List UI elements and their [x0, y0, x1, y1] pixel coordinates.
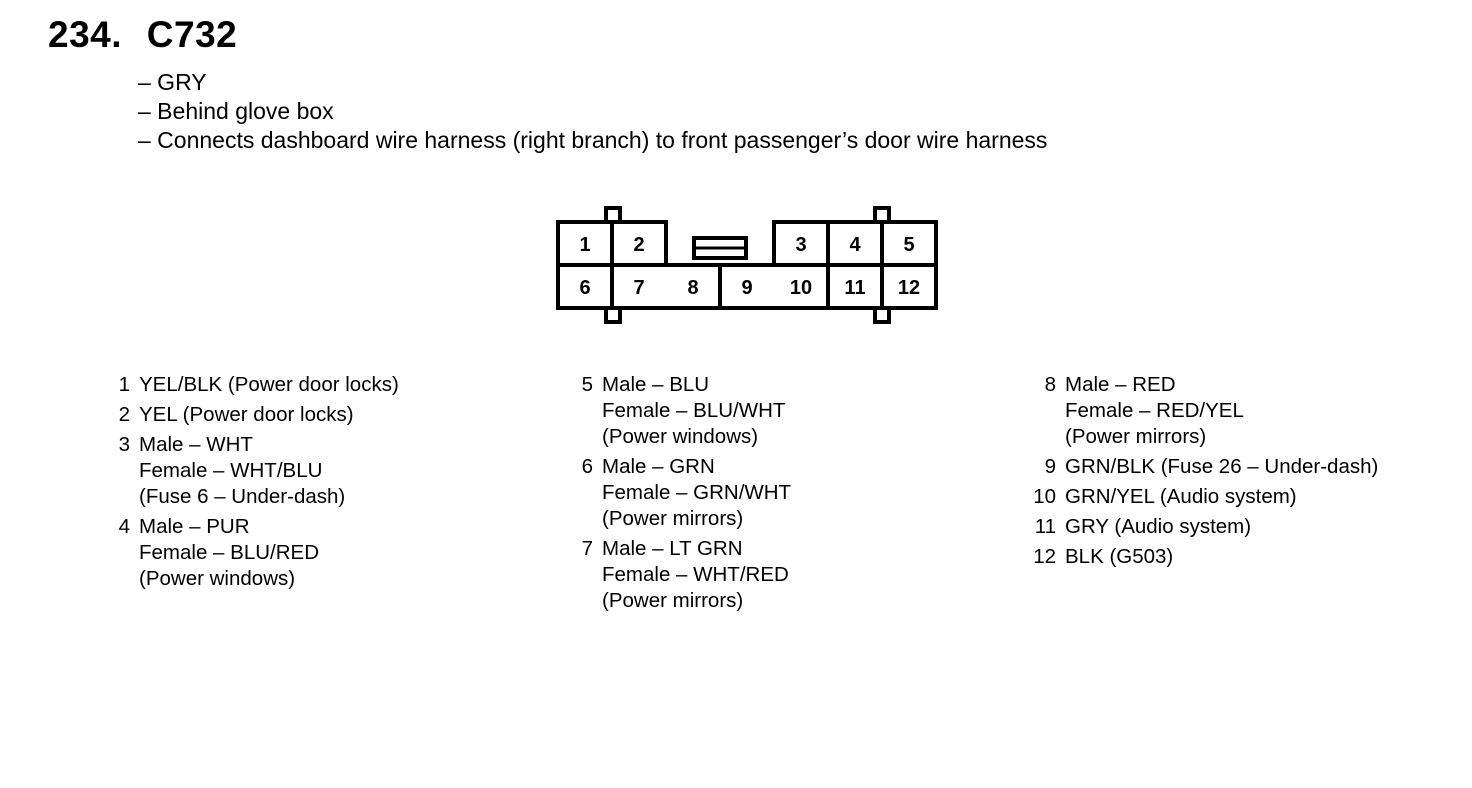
pin-description-line: GRN/YEL (Audio system) — [1065, 485, 1297, 508]
pin-description-line: YEL (Power door locks) — [139, 403, 354, 426]
pin-description-line: Male – LT GRN — [602, 537, 743, 560]
pin-label-11: 11 — [844, 277, 866, 299]
pin-label-6: 6 — [579, 277, 591, 299]
pin-number: 8 — [1044, 373, 1056, 396]
pin-entry-8 — [1026, 372, 1378, 450]
pin-entry-5 — [563, 372, 791, 450]
pin-entry-3 — [100, 432, 399, 510]
top-right-tab — [875, 208, 889, 222]
description-color: – GRY — [138, 69, 207, 95]
pin-number: 7 — [581, 537, 593, 560]
description-location: – Behind glove box — [138, 98, 334, 124]
pin-description-line: Female – RED/YEL — [1065, 399, 1244, 422]
pin-number: 10 — [1033, 485, 1056, 508]
pin-description-line: Female – WHT/BLU — [139, 459, 323, 482]
pin-label-3: 3 — [795, 234, 807, 256]
page-title — [48, 14, 237, 56]
pin-number: 4 — [118, 515, 130, 538]
pin-number: 1 — [118, 373, 130, 396]
description-connects: – Connects dashboard wire harness (right branch) to front passenger’s door wire harness — [138, 127, 1048, 153]
pin-label-7: 7 — [633, 277, 645, 299]
pin-number: 9 — [1044, 455, 1056, 478]
pin-entry-12 — [1026, 544, 1378, 570]
bottom-right-tab — [875, 308, 889, 322]
pin-description-line: (Power mirrors) — [602, 589, 744, 612]
pin-label-10: 10 — [789, 277, 813, 299]
pin-description-line: Female – WHT/RED — [602, 563, 789, 586]
pin-description-line: Male – BLU — [602, 373, 710, 396]
pin-description-line: Male – RED — [1065, 373, 1176, 396]
pin-description-line: (Power windows) — [602, 425, 759, 448]
pin-description-line: (Fuse 6 – Under-dash) — [139, 485, 346, 508]
pin-description-line: Female – BLU/WHT — [602, 399, 786, 422]
section-number: 234. — [48, 14, 123, 55]
pin-entry-6 — [563, 454, 791, 532]
pin-label-8: 8 — [687, 277, 699, 299]
bottom-left-tab — [606, 308, 620, 322]
pin-list-column-2 — [563, 372, 791, 618]
pin-description-line: GRY (Audio system) — [1065, 515, 1252, 538]
connector-diagram-svg — [550, 200, 950, 330]
pin-label-9: 9 — [741, 277, 753, 299]
pin-number: 2 — [118, 403, 130, 426]
pin-entry-1 — [100, 372, 399, 398]
connector-description — [138, 68, 1047, 155]
pin-entry-9 — [1026, 454, 1378, 480]
pin-label-4: 4 — [849, 234, 861, 256]
pin-number: 3 — [118, 433, 130, 456]
pin-description-line: (Power mirrors) — [602, 507, 744, 530]
pin-number: 6 — [581, 455, 593, 478]
pin-entry-11 — [1026, 514, 1378, 540]
pin-number: 11 — [1034, 515, 1056, 538]
pin-label-2: 2 — [633, 234, 645, 256]
pin-entry-10 — [1026, 484, 1378, 510]
pin-label-1: 1 — [579, 234, 591, 256]
pin-description-line: Female – BLU/RED — [139, 541, 320, 564]
pin-list-column-3 — [1026, 372, 1378, 574]
pin-number: 12 — [1033, 545, 1056, 568]
pin-entry-7 — [563, 536, 791, 614]
pin-description-line: BLK (G503) — [1065, 545, 1174, 568]
pin-description-line: Male – PUR — [139, 515, 250, 538]
pin-description-line: (Power windows) — [139, 567, 296, 590]
pin-label-5: 5 — [903, 234, 915, 256]
pin-description-line: GRN/BLK (Fuse 26 – Under-dash) — [1065, 455, 1379, 478]
pin-description-line: Male – GRN — [602, 455, 715, 478]
pin-entry-2 — [100, 402, 399, 428]
pin-number: 5 — [581, 373, 593, 396]
pin-label-12: 12 — [897, 277, 921, 299]
pin-list-column-1 — [100, 372, 399, 596]
connector-face-diagram — [550, 200, 950, 330]
connector-id: C732 — [146, 14, 238, 55]
pin-entry-4 — [100, 514, 399, 592]
pin-description-line: YEL/BLK (Power door locks) — [139, 373, 399, 396]
pin-description-line: (Power mirrors) — [1065, 425, 1207, 448]
pin-description-line: Female – GRN/WHT — [602, 481, 792, 504]
top-left-tab — [606, 208, 620, 222]
pin-description-line: Male – WHT — [139, 433, 253, 456]
